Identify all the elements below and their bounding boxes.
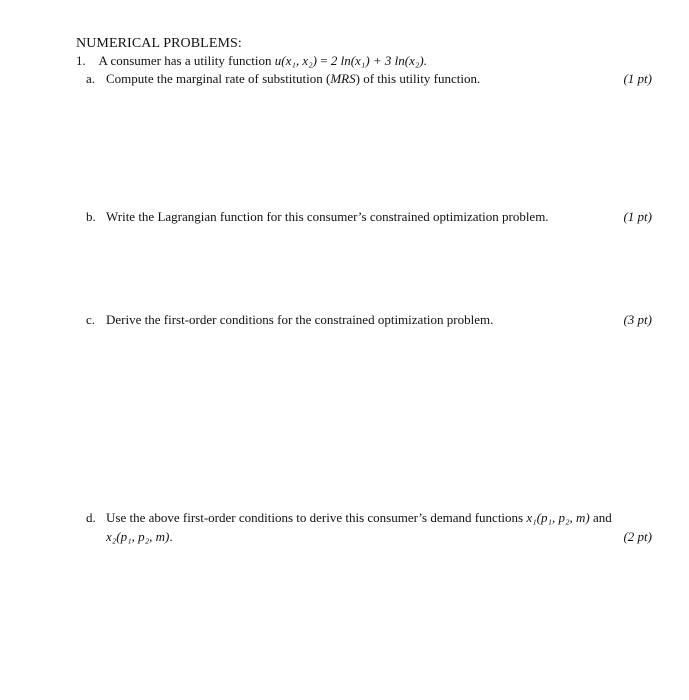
equals-sign: = xyxy=(320,53,328,68)
part-b-letter: b. xyxy=(86,209,96,224)
part-d-text xyxy=(106,510,612,526)
utility-function-lhs: u(x₁, x₂) xyxy=(274,53,317,68)
part-d-text-main: Use the above first-order conditions to derive this consumer’s demand functions xyxy=(106,510,524,525)
demand-function-x1: x₁(p₁, p₂, m) xyxy=(526,510,590,525)
part-c-points: (3 pt) xyxy=(623,312,652,327)
part-a-letter: a. xyxy=(86,71,96,86)
part-a-text xyxy=(106,71,480,87)
part-b-points: (1 pt) xyxy=(623,209,652,224)
question-1 xyxy=(76,53,427,69)
mrs-symbol: MRS xyxy=(330,71,356,86)
part-d-points: (2 pt) xyxy=(623,529,652,544)
utility-function-rhs: 2 ln(x₁) + 3 ln(x₂). xyxy=(330,53,427,68)
part-d-and: and xyxy=(592,510,612,525)
part-b-text: Write the Lagrangian function for this consumer’s constrained optimization problem. xyxy=(106,209,549,224)
demand-function-x2: x₂(p₁, p₂, m) xyxy=(106,529,170,544)
section-heading: NUMERICAL PROBLEMS: xyxy=(76,36,242,51)
question-number: 1. xyxy=(76,53,86,68)
part-d-period: . xyxy=(169,529,173,544)
part-d-text-line2 xyxy=(106,529,173,545)
part-a-text-before: Compute the marginal rate of substitution ( xyxy=(106,71,331,86)
part-a-text-after: ) of this utility function. xyxy=(355,71,481,86)
question-text: A consumer has a utility function xyxy=(98,53,272,68)
part-d-letter: d. xyxy=(86,510,96,525)
part-c-text: Derive the first-order conditions for the constrained optimization problem. xyxy=(106,312,494,327)
part-a-points: (1 pt) xyxy=(623,71,652,86)
part-c-letter: c. xyxy=(86,312,96,327)
